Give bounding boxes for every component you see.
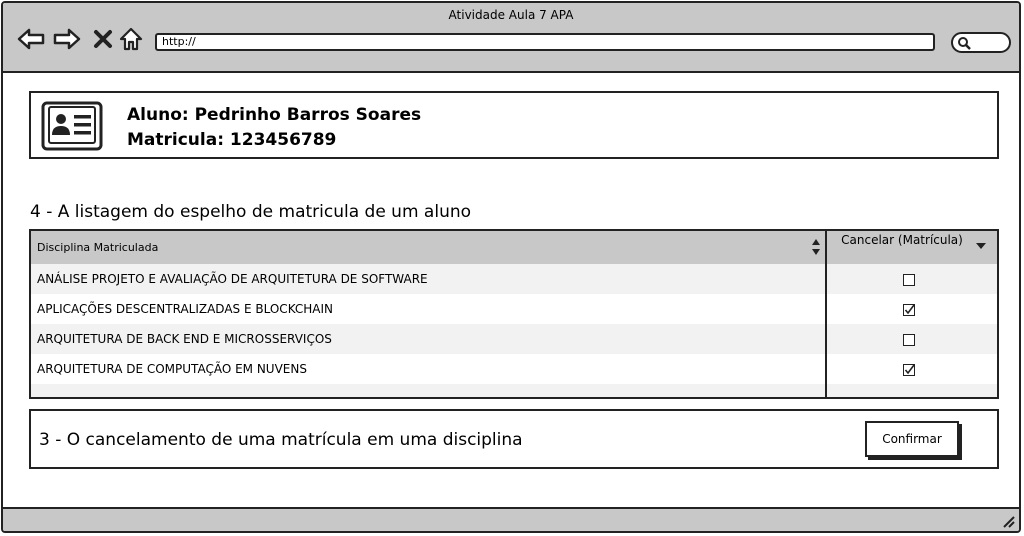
listing-title: 4 - A listagem do espelho de matricula de um aluno — [30, 202, 472, 222]
table-row — [31, 264, 997, 294]
resize-grip-icon[interactable] — [1001, 514, 1015, 528]
cancel-checkbox[interactable] — [903, 274, 915, 286]
window-title: Atividade Aula 7 APA — [448, 8, 574, 22]
home-icon[interactable] — [117, 25, 145, 53]
table-row — [31, 294, 997, 324]
cancel-checkbox[interactable] — [903, 364, 915, 376]
back-arrow-icon[interactable] — [17, 25, 45, 53]
discipline-name: ARQUITETURA DE BACK END E MICROSSERVIÇOS — [37, 332, 332, 346]
browser-chrome — [3, 3, 1019, 73]
forward-arrow-icon[interactable] — [53, 25, 81, 53]
table-header — [31, 231, 997, 264]
enrollment-table — [29, 229, 999, 399]
column-divider — [825, 231, 827, 397]
column-header-cancel[interactable]: Cancelar (Matrícula) — [841, 233, 963, 247]
dropdown-arrow-icon[interactable] — [975, 242, 987, 250]
sort-icon[interactable] — [811, 238, 821, 256]
cancel-section — [29, 409, 999, 469]
confirm-button[interactable]: Confirmar — [865, 421, 959, 457]
cancel-checkbox[interactable] — [903, 334, 915, 346]
student-matricula: Matricula: 123456789 — [127, 130, 337, 150]
discipline-name: APLICAÇÕES DESCENTRALIZADAS E BLOCKCHAIN — [37, 302, 334, 316]
column-header-discipline[interactable]: Disciplina Matriculada — [37, 241, 159, 254]
close-x-icon[interactable] — [89, 25, 117, 53]
discipline-name: ANÁLISE PROJETO E AVALIAÇÃO DE ARQUITETURA DE SOFTWARE — [37, 272, 428, 286]
cancel-section-title: 3 - O cancelamento de uma matrícula em uma disciplina — [39, 430, 523, 450]
search-icon — [957, 36, 971, 50]
discipline-name: ARQUITETURA DE COMPUTAÇÃO EM NUVENS — [37, 362, 307, 376]
id-card-icon — [41, 101, 103, 151]
student-info-panel — [29, 91, 999, 159]
url-input[interactable]: http:// — [155, 33, 935, 51]
student-name: Aluno: Pedrinho Barros Soares — [127, 105, 422, 125]
search-field[interactable] — [951, 32, 1011, 53]
cancel-checkbox[interactable] — [903, 304, 915, 316]
table-row — [31, 324, 997, 354]
status-bar — [3, 507, 1019, 531]
table-row — [31, 354, 997, 384]
browser-window — [1, 1, 1021, 533]
